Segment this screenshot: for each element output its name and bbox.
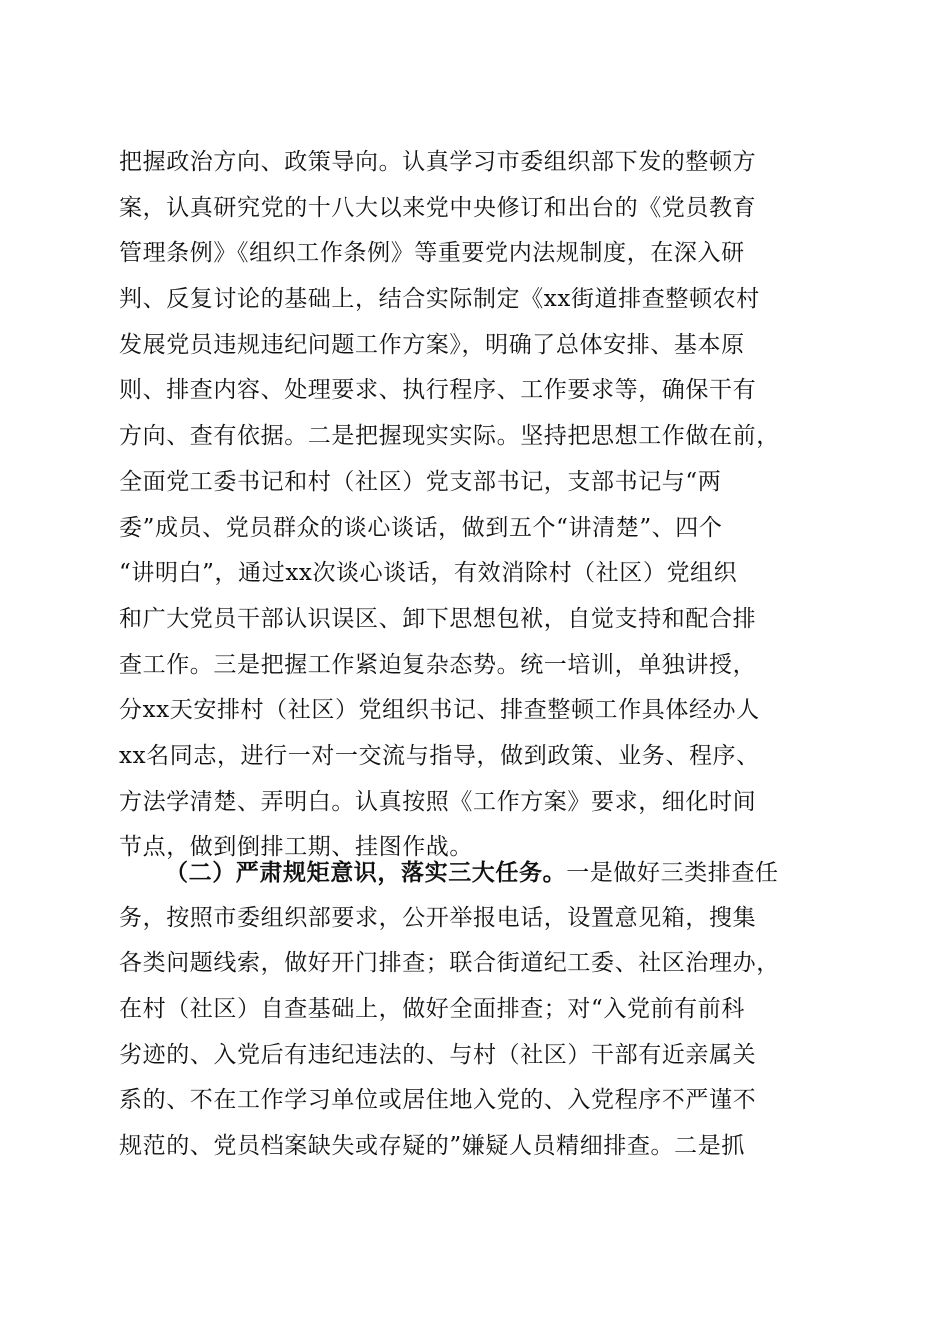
paragraph-2-line: 系的、不在工作学习单位或居住地入党的、入党程序不严谨不 — [119, 1087, 757, 1114]
paragraph-1-line: 和广大党员干部认识误区、卸下思想包袱，自觉支持和配合排 — [119, 605, 757, 632]
paragraph-2-line: 各类问题线索，做好开门排查；联合街道纪工委、社区治理办， — [119, 950, 780, 977]
paragraph-1-line: xx名同志，进行一对一交流与指导，做到政策、业务、程序、 — [119, 742, 760, 769]
paragraph-1-line: 方法学清楚、弄明白。认真按照《工作方案》要求，细化时间 — [119, 788, 757, 815]
paragraph-1-line: 分xx天安排村（社区）党组织书记、排查整顿工作具体经办人 — [119, 697, 760, 724]
paragraph-1-line: 委”成员、党员群众的谈心谈话，做到五个“讲清楚”、四个 — [119, 514, 723, 541]
paragraph-1-line: 判、反复讨论的基础上，结合实际制定《xx街道排查整顿农村 — [119, 286, 760, 313]
paragraph-2-line: 在村（社区）自查基础上，做好全面排查；对“入党前有前科 — [119, 996, 745, 1023]
paragraph-1-line: 全面党工委书记和村（社区）党支部书记，支部书记与“两 — [119, 468, 722, 495]
paragraph-1-line: 查工作。三是把握工作紧迫复杂态势。统一培训，单独讲授， — [119, 651, 757, 678]
paragraph-1-line: 把握政治方向、政策导向。认真学习市委组织部下发的整顿方 — [119, 149, 757, 175]
paragraph-1-line: 案，认真研究党的十八大以来党中央修订和出台的《党员教育 — [119, 194, 757, 221]
paragraph-2 — [119, 850, 831, 1170]
paragraph-1-line: 方向、查有依据。二是把握现实实际。坚持把思想工作做在前， — [119, 423, 780, 450]
paragraph-2-first-line — [119, 850, 831, 896]
paragraph-2-line: 规范的、党员档案缺失或存疑的”嫌疑人员精细排查。二是抓 — [119, 1133, 745, 1160]
paragraph-2-first-line-text: 一是做好三类排查任 — [566, 860, 779, 886]
section-heading: （二）严肃规矩意识，落实三大任务。 — [165, 859, 567, 886]
paragraph-1-line: “讲明白”，通过xx次谈心谈话，有效消除村（社区）党组织 — [119, 560, 738, 587]
paragraph-1 — [119, 140, 831, 871]
paragraph-1-line: 发展党员违规违纪问题工作方案》，明确了总体安排、基本原 — [119, 331, 745, 358]
paragraph-1-line: 节点，做到倒排工期、挂图作战。 — [119, 834, 473, 861]
paragraph-1-line: 则、排查内容、处理要求、执行程序、工作要求等，确保干有 — [119, 377, 757, 404]
paragraph-2-line: 劣迹的、入党后有违纪违法的、与村（社区）干部有近亲属关 — [119, 1041, 757, 1068]
paragraph-2-line: 务，按照市委组织部要求，公开举报电话，设置意见箱，搜集 — [119, 904, 757, 931]
paragraph-1-line: 管理条例》《组织工作条例》等重要党内法规制度，在深入研 — [119, 240, 745, 267]
